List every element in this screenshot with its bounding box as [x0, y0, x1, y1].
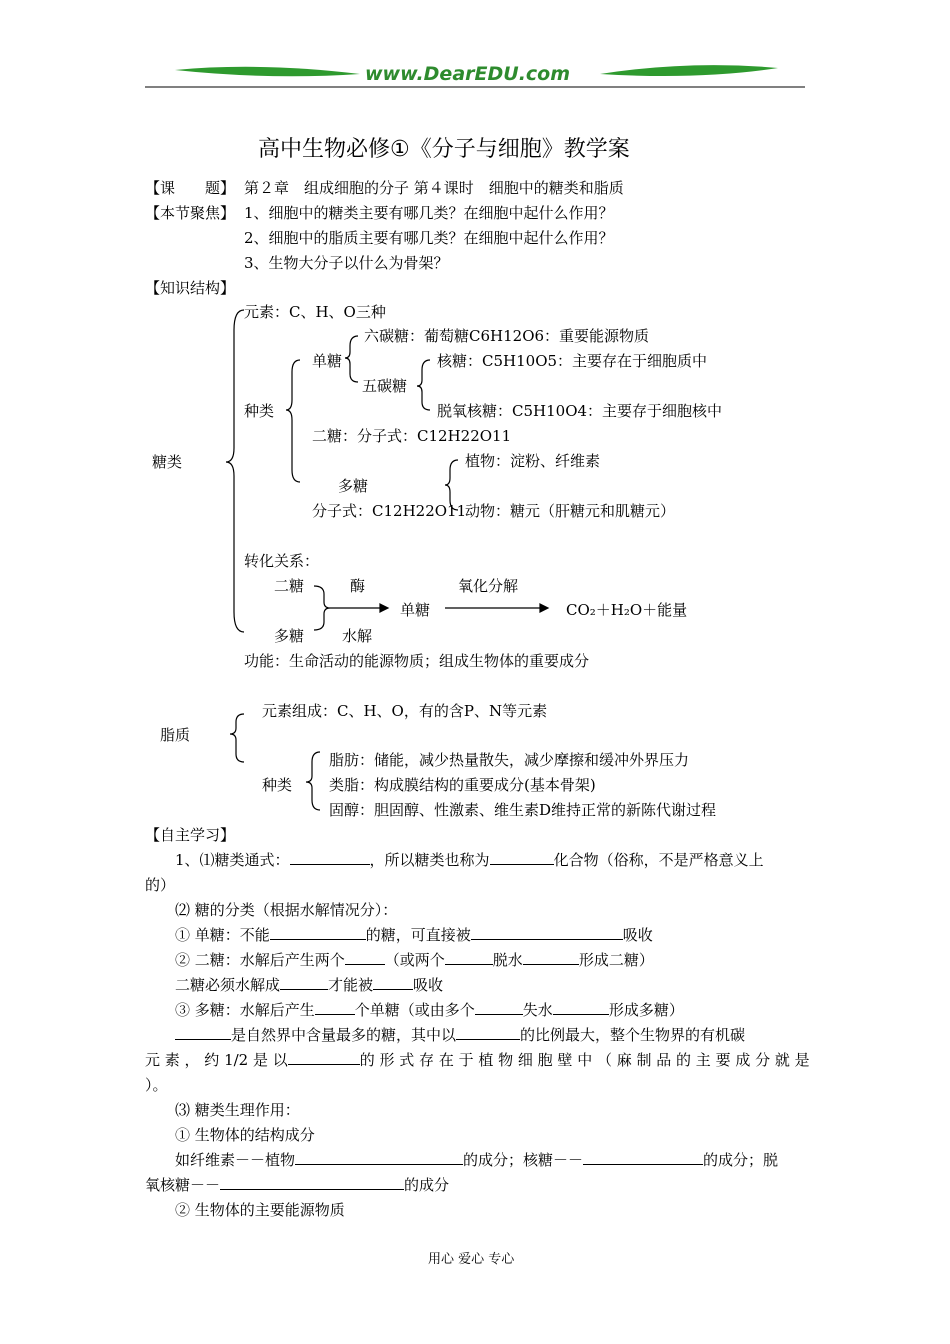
- poly-animal: 动物：糖元（肝糖元和肌糖元）: [465, 502, 676, 520]
- blank-ex-2[interactable]: [583, 1150, 703, 1165]
- hexose-formula: C6H12O6：重要能源物质: [469, 327, 650, 345]
- lipid-fat: 脂肪：储能，减少热量散失，减少摩擦和缓冲外界压力: [329, 751, 690, 769]
- blank-cell-3[interactable]: [288, 1050, 360, 1065]
- conv-di: 二糖: [274, 577, 305, 595]
- lipid-brace: [230, 714, 244, 762]
- blank-di2-2[interactable]: [373, 975, 413, 990]
- footer: 用心 爱心 专心: [428, 1252, 515, 1267]
- topic-text: 第２章 组成细胞的分子 第４课时 细胞中的糖类和脂质: [244, 179, 624, 197]
- q2: ⑵ 糖的分类（根据水解情况分）：: [175, 901, 398, 919]
- lipid-types-brace: [306, 752, 320, 810]
- q1-line: 1、⑴糖类通式： ，所以糖类也称为 化合物（俗称，不是严格意义上: [175, 851, 764, 869]
- blank-poly-2[interactable]: [475, 1000, 523, 1015]
- blank-di-1[interactable]: [345, 950, 385, 965]
- conv-hydro: 水解: [342, 627, 373, 645]
- example-line-2: 氧核糖－－ 的成分: [145, 1176, 450, 1194]
- deoxyribose: 脱氧核糖：C5H10O4：主要存于细胞核中: [437, 402, 723, 420]
- cell-line-3: ）。: [145, 1076, 168, 1094]
- blank-mono-2[interactable]: [471, 925, 623, 940]
- sugar-root: 糖类: [152, 453, 183, 471]
- study-label: 【自主学习】: [145, 826, 236, 844]
- pentose-label: 五碳糖: [362, 377, 408, 395]
- conv-mono: 单糖: [400, 601, 431, 619]
- blank-formula[interactable]: [290, 850, 370, 865]
- example-line: 如纤维素－－植物 的成分；核糖－－ 的成分；脱: [175, 1151, 779, 1169]
- blank-di-2[interactable]: [445, 950, 493, 965]
- blank-poly-3[interactable]: [553, 1000, 609, 1015]
- focus-label: 【本节聚焦】: [145, 204, 236, 222]
- lipid-root: 脂质: [160, 726, 191, 744]
- role1: ① 生物体的结构成分: [175, 1126, 315, 1144]
- ribose: 核糖：C5H10O5：主要存在于细胞质中: [437, 352, 708, 370]
- header-logo-text: www.DearEDU.com: [365, 63, 571, 85]
- conversion-label: 转化关系：: [244, 552, 320, 570]
- blank-cell-2[interactable]: [456, 1025, 520, 1040]
- conv-oxid: 氧化分解: [458, 577, 519, 595]
- poly-formula: 分子式：C12H22O11: [312, 502, 467, 520]
- di-line: ② 二糖：水解后产生两个 （或两个 脱水 形成二糖）: [175, 951, 654, 969]
- cell-line: 是自然界中含量最多的糖，其中以 的比例最大，整个生物界的有机碳: [175, 1025, 745, 1045]
- poly-label: 多糖: [338, 477, 369, 495]
- sugar-function: 功能：生命活动的能源物质；组成生物体的重要成分: [244, 652, 590, 670]
- cell-line-2: 元 素 ， 约 1/2 是 以 的 形 式 存 在 于 植 物 细 胞 壁 中 （ 麻 制 品 的 主 要 成 分 就 是: [145, 1051, 810, 1069]
- blank-ex-3[interactable]: [220, 1175, 404, 1190]
- lipid-elements: 元素组成：C、H、O，有的含P、N等元素: [262, 702, 548, 720]
- page-title: 高中生物必修①《分子与细胞》教学案: [258, 137, 630, 162]
- blank-cell-1[interactable]: [175, 1025, 231, 1040]
- blank-compound[interactable]: [490, 850, 554, 865]
- blank-di2-1[interactable]: [280, 975, 328, 990]
- mono-label: 单糖: [312, 352, 343, 370]
- knowledge-label: 【知识结构】: [145, 279, 236, 297]
- sugar-types: 种类: [244, 402, 275, 420]
- sugar-elements: 元素：C、H、O三种: [244, 303, 386, 321]
- blank-poly-1[interactable]: [315, 1000, 355, 1015]
- q3: ⑶ 糖类生理作用：: [175, 1101, 300, 1119]
- hexose: 六碳糖：葡萄糖C6H12O6：重要能源物质: [364, 327, 650, 345]
- focus-item-2: 2、细胞中的脂质主要有哪几类？在细胞中起什么作用？: [244, 229, 614, 247]
- conv-poly: 多糖: [274, 627, 305, 645]
- focus-item-3: 3、生物大分子以什么为骨架？: [244, 254, 449, 272]
- focus-item-1: 1、细胞中的糖类主要有哪几类？在细胞中起什么作用？: [244, 204, 614, 222]
- poly-line: ③ 多糖：水解后产生 个单糖（或由多个 失水 形成多糖）: [175, 1001, 684, 1019]
- mono-line: ① 单糖：不能 的糖，可直接被 吸收: [175, 926, 653, 944]
- lipid-sterol: 固醇：胆固醇、性激素、维生素D维持正常的新陈代谢过程: [329, 801, 717, 819]
- role2: ② 生物体的主要能源物质: [175, 1201, 345, 1219]
- lipid-phospholipid: 类脂：构成膜结构的重要成分(基本骨架): [329, 776, 596, 794]
- di2-line: 二糖必须水解成 才能被 吸收: [175, 976, 444, 994]
- blank-mono-1[interactable]: [270, 925, 366, 940]
- disaccharide: 二糖：分子式：C12H22O11: [312, 427, 512, 445]
- topic-label: 【课 题】: [145, 179, 236, 197]
- conv-product: CO₂＋H₂O＋能量: [566, 601, 688, 619]
- blank-ex-1[interactable]: [295, 1150, 463, 1165]
- poly-plant: 植物：淀粉、纤维素: [465, 452, 601, 470]
- q1-cont: 的）: [145, 876, 176, 894]
- lipid-types: 种类: [262, 776, 293, 794]
- blank-di-3[interactable]: [523, 950, 579, 965]
- conv-enzyme: 酶: [350, 577, 366, 595]
